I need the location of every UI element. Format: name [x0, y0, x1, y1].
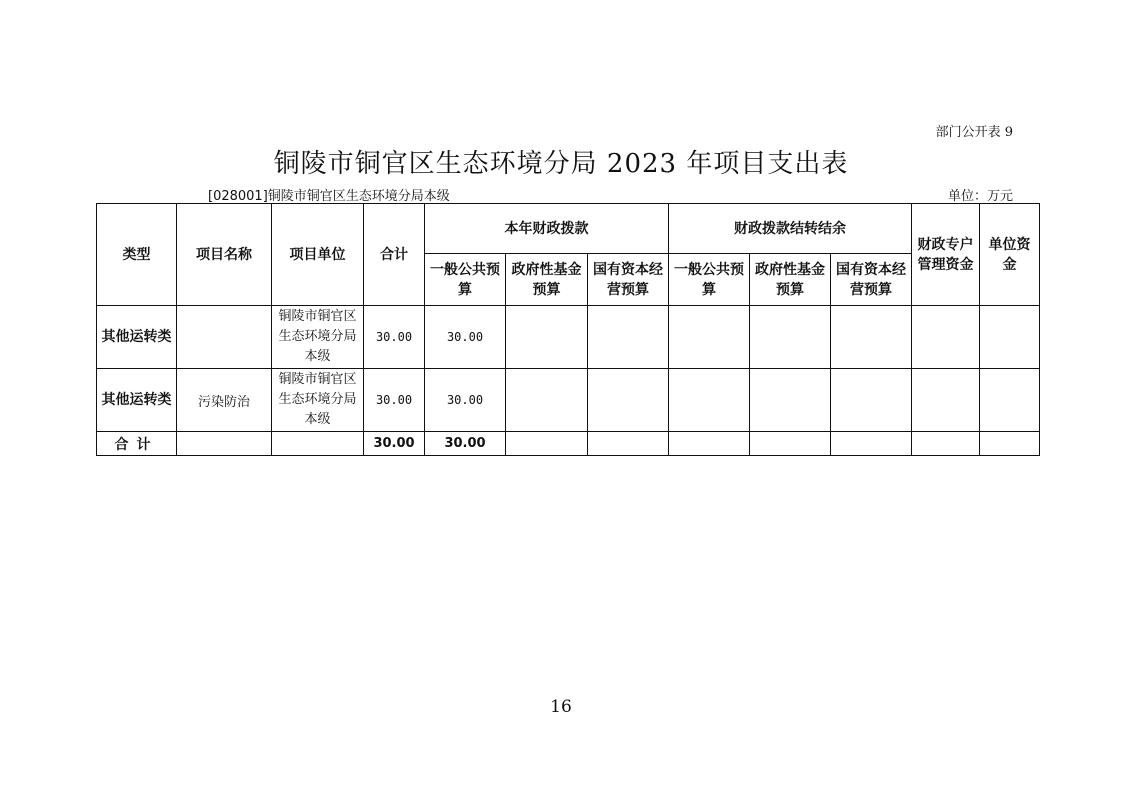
total-sum: 30.00: [364, 432, 425, 456]
header-current-year-appropriation: 本年财政拨款: [425, 204, 669, 254]
organization-code: [028001]铜陵市铜官区生态环境分局本级: [208, 189, 450, 204]
cell-carry-state-capital: [831, 306, 912, 369]
cell-gov-fund: [506, 306, 588, 369]
cell-project-unit: 铜陵市铜官区生态环境分局本级: [272, 306, 364, 369]
cell-unit-funds: [980, 306, 1040, 369]
page-number: 16: [550, 697, 572, 717]
total-empty-cell: [588, 432, 669, 456]
total-general-budget: 30.00: [425, 432, 506, 456]
cell-carry-state-capital: [831, 369, 912, 432]
total-empty-cell: [912, 432, 980, 456]
cell-total: 30.00: [364, 369, 425, 432]
header-special-account: 财政专户管理资金: [912, 204, 980, 306]
cell-type: 其他运转类: [97, 306, 177, 369]
cell-project-name: [177, 306, 272, 369]
total-empty-cell: [750, 432, 831, 456]
table-row: [97, 306, 1040, 369]
cell-unit-funds: [980, 369, 1040, 432]
cell-carry-general: [669, 369, 750, 432]
cell-total: 30.00: [364, 306, 425, 369]
total-empty-cell: [980, 432, 1040, 456]
header-carry-gov-fund-budget: 政府性基金预算: [750, 254, 831, 306]
header-unit-funds: 单位资金: [980, 204, 1040, 306]
cell-carry-general: [669, 306, 750, 369]
cell-project-name: 污染防治: [177, 369, 272, 432]
cell-general-budget: 30.00: [425, 369, 506, 432]
header-carry-state-capital-budget: 国有资本经营预算: [831, 254, 912, 306]
cell-carry-gov-fund: [750, 306, 831, 369]
cell-special-account: [912, 306, 980, 369]
document-label: 部门公开表 9: [935, 125, 1013, 140]
total-empty-cell: [272, 432, 364, 456]
header-project-name: 项目名称: [177, 204, 272, 306]
table-row: [97, 369, 1040, 432]
header-type: 类型: [97, 204, 177, 306]
total-empty-cell: [506, 432, 588, 456]
header-state-capital-budget: 国有资本经营预算: [588, 254, 669, 306]
cell-gov-fund: [506, 369, 588, 432]
project-expenditure-table: [96, 203, 1040, 456]
header-gov-fund-budget: 政府性基金预算: [506, 254, 588, 306]
header-carryover: 财政拨款结转结余: [669, 204, 912, 254]
cell-general-budget: 30.00: [425, 306, 506, 369]
total-empty-cell: [177, 432, 272, 456]
page-title: 铜陵市铜官区生态环境分局 2023 年项目支出表: [273, 149, 849, 179]
cell-state-capital: [588, 369, 669, 432]
header-carry-general-budget: 一般公共预算: [669, 254, 750, 306]
header-general-budget: 一般公共预算: [425, 254, 506, 306]
total-row: [97, 432, 1040, 456]
header-row-1: [97, 204, 1040, 254]
cell-state-capital: [588, 306, 669, 369]
total-empty-cell: [831, 432, 912, 456]
cell-project-unit: 铜陵市铜官区生态环境分局本级: [272, 369, 364, 432]
currency-unit: 单位：万元: [947, 189, 1013, 204]
cell-carry-gov-fund: [750, 369, 831, 432]
header-project-unit: 项目单位: [272, 204, 364, 306]
total-empty-cell: [669, 432, 750, 456]
total-label: 合计: [97, 432, 177, 456]
cell-special-account: [912, 369, 980, 432]
header-total: 合计: [364, 204, 425, 306]
unit-line: [96, 185, 1013, 203]
cell-type: 其他运转类: [97, 369, 177, 432]
